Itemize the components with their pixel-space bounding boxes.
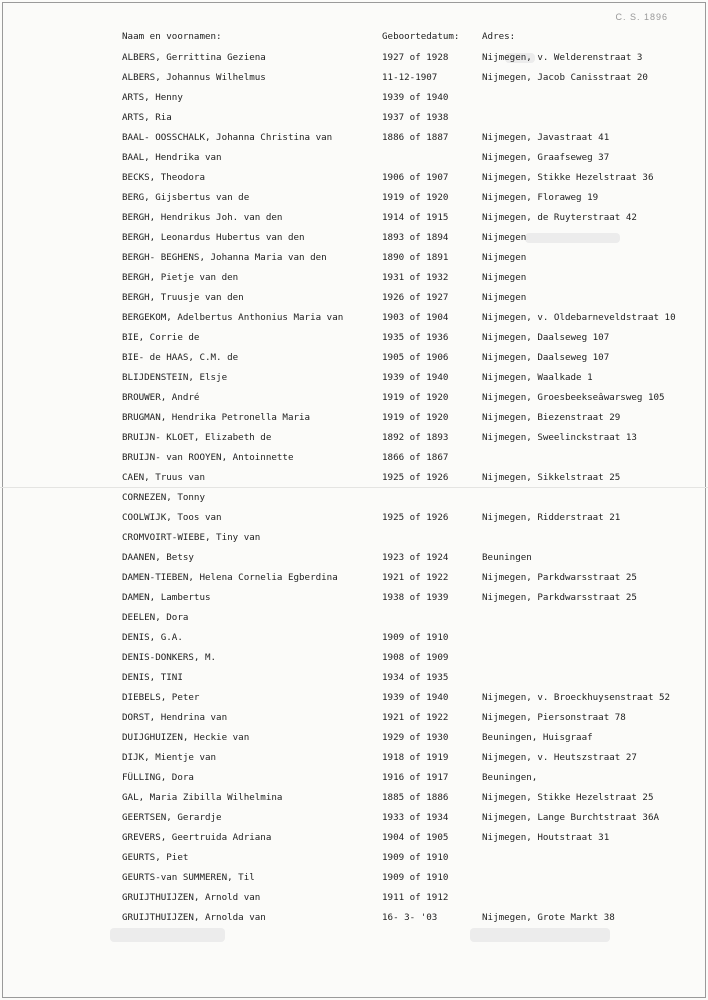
person-name: GEURTS, Piet [122,851,189,863]
redaction-mark [110,928,225,942]
person-name: BRUIJN- KLOET, Elizabeth de [122,431,272,443]
person-row [122,627,682,647]
person-name: DENIS, G.A. [122,631,183,643]
person-name: BRUIJN- van ROOYEN, Antoinnette [122,451,294,463]
column-header-row [122,25,682,47]
person-row [122,447,682,467]
birth-date: 1916 of 1917 [382,771,449,783]
reference-mark: C. S. 1896 [615,12,668,22]
birth-date: 1886 of 1887 [382,131,449,143]
address: Beuningen, Huisgraaf [482,731,593,743]
address: Nijmegen, Stikke Hezelstraat 36 [482,171,654,183]
person-row [122,247,682,267]
address: Nijmegen, Groesbeekseâwarsweg 105 [482,391,665,403]
person-row [122,487,682,507]
person-row [122,547,682,567]
person-name: GREVERS, Geertruida Adriana [122,831,272,843]
address: Nijmegen, Grote Markt 38 [482,911,615,923]
person-row [122,407,682,427]
header-address: Adres: [482,30,516,42]
person-row [122,187,682,207]
header-date: Geboortedatum: [382,30,460,42]
person-name: GAL, Maria Zibilla Wilhelmina [122,791,283,803]
person-row [122,907,682,927]
person-name: BERGEKOM, Adelbertus Anthonius Maria van [122,311,344,323]
person-row [122,307,682,327]
birth-date: 1903 of 1904 [382,311,449,323]
birth-date: 1925 of 1926 [382,471,449,483]
person-name: DEELEN, Dora [122,611,189,623]
person-name: BLIJDENSTEIN, Elsje [122,371,228,383]
person-row [122,767,682,787]
person-row [122,827,682,847]
address: Beuningen [482,551,532,563]
address: Nijmegen, v. Broeckhuysenstraat 52 [482,691,671,703]
person-row [122,147,682,167]
address: Nijmegen, Javastraat 41 [482,131,610,143]
person-name: FÜLLING, Dora [122,771,194,783]
birth-date: 1906 of 1907 [382,171,449,183]
address: Nijmegen, v. Oldebarneveldstraat 10 [482,311,676,323]
birth-date: 1919 of 1920 [382,191,449,203]
person-name: BERGH- BEGHENS, Johanna Maria van den [122,251,327,263]
address: Nijmegen, Houtstraat 31 [482,831,610,843]
person-name: ALBERS, Johannus Wilhelmus [122,71,266,83]
address: Nijmegen [482,251,527,263]
birth-date: 1934 of 1935 [382,671,449,683]
birth-date: 1923 of 1924 [382,551,449,563]
person-name: COOLWIJK, Toos van [122,511,222,523]
birth-date: 1931 of 1932 [382,271,449,283]
person-name: ARTS, Ria [122,111,172,123]
birth-date: 1909 of 1910 [382,871,449,883]
person-row [122,687,682,707]
birth-date: 1866 of 1867 [382,451,449,463]
address: Nijmegen, v. Welderenstraat 3 [482,51,643,63]
person-name: BROUWER, André [122,391,200,403]
birth-date: 1911 of 1912 [382,891,449,903]
address: Nijmegen, Parkdwarsstraat 25 [482,571,637,583]
person-row [122,427,682,447]
birth-date: 1919 of 1920 [382,391,449,403]
person-row [122,707,682,727]
address: Nijmegen, Sikkelstraat 25 [482,471,621,483]
person-name: CORNEZEN, Tonny [122,491,205,503]
person-row [122,287,682,307]
person-name: DENIS-DONKERS, M. [122,651,217,663]
address: Nijmegen, Waalkade 1 [482,371,593,383]
person-row [122,567,682,587]
address: Nijmegen, Lange Burchtstraat 36A [482,811,660,823]
person-name: DUIJGHUIZEN, Heckie van [122,731,250,743]
birth-date: 1893 of 1894 [382,231,449,243]
person-name: BAAL- OOSSCHALK, Johanna Christina van [122,131,333,143]
header-name: Naam en voornamen: [122,30,222,42]
person-row [122,727,682,747]
address: Nijmegen, Sweelinckstraat 13 [482,431,637,443]
person-name: CAEN, Truus van [122,471,205,483]
person-name: BERGH, Truusje van den [122,291,244,303]
person-name: BAAL, Hendrika van [122,151,222,163]
birth-date: 1919 of 1920 [382,411,449,423]
birth-date: 1925 of 1926 [382,511,449,523]
person-name: ARTS, Henny [122,91,183,103]
person-row [122,807,682,827]
address: Nijmegen [482,291,527,303]
birth-date: 1909 of 1910 [382,631,449,643]
address: Nijmegen, Daalseweg 107 [482,331,610,343]
person-row [122,47,682,67]
person-name: DAMEN-TIEBEN, Helena Cornelia Egberdina [122,571,338,583]
person-row [122,227,682,247]
person-row [122,647,682,667]
address: Nijmegen, Stikke Hezelstraat 25 [482,791,654,803]
address: Nijmegen, Ridderstraat 21 [482,511,621,523]
birth-date: 11-12-1907 [382,71,438,83]
person-row [122,107,682,127]
address: Nijmegen, Floraweg 19 [482,191,599,203]
person-row [122,267,682,287]
address: Nijmegen, Piersonstraat 78 [482,711,626,723]
person-name: DORST, Hendrina van [122,711,228,723]
person-name: BERG, Gijsbertus van de [122,191,250,203]
address: Beuningen, [482,771,538,783]
person-row [122,587,682,607]
person-row [122,207,682,227]
birth-date: 1939 of 1940 [382,91,449,103]
person-row [122,847,682,867]
birth-date: 1918 of 1919 [382,751,449,763]
birth-date: 1933 of 1934 [382,811,449,823]
address: Nijmegen, Graafseweg 37 [482,151,610,163]
birth-date: 1939 of 1940 [382,691,449,703]
birth-date: 1927 of 1928 [382,51,449,63]
person-name: BIE, Corrie de [122,331,200,343]
person-row [122,887,682,907]
person-name: BERGH, Hendrikus Joh. van den [122,211,283,223]
person-name: BECKS, Theodora [122,171,205,183]
person-row [122,667,682,687]
person-list [122,25,682,927]
person-name: BIE- de HAAS, C.M. de [122,351,239,363]
birth-date: 1939 of 1940 [382,371,449,383]
address: Nijmegen, Daalseweg 107 [482,351,610,363]
birth-date: 1937 of 1938 [382,111,449,123]
person-name: GRUIJTHUIJZEN, Arnolda van [122,911,266,923]
address: Nijmegen, Jacob Canisstraat 20 [482,71,648,83]
birth-date: 1908 of 1909 [382,651,449,663]
person-name: DIJK, Mientje van [122,751,217,763]
person-row [122,387,682,407]
birth-date: 16- 3- '03 [382,911,438,923]
address: Nijmegen, de Ruyterstraat 42 [482,211,637,223]
address: Nijmegen, v. Heutszstraat 27 [482,751,637,763]
birth-date: 1892 of 1893 [382,431,449,443]
address: Nijmegen, Parkdwarsstraat 25 [482,591,637,603]
person-name: BERGH, Leonardus Hubertus van den [122,231,305,243]
person-row [122,87,682,107]
person-name: GEERTSEN, Gerardje [122,811,222,823]
birth-date: 1909 of 1910 [382,851,449,863]
person-name: DIEBELS, Peter [122,691,200,703]
person-row [122,367,682,387]
person-name: DENIS, TINI [122,671,183,683]
person-row [122,67,682,87]
person-name: ALBERS, Gerrittina Geziena [122,51,266,63]
birth-date: 1926 of 1927 [382,291,449,303]
birth-date: 1905 of 1906 [382,351,449,363]
redaction-mark [470,928,610,942]
person-row [122,607,682,627]
birth-date: 1921 of 1922 [382,711,449,723]
birth-date: 1921 of 1922 [382,571,449,583]
birth-date: 1938 of 1939 [382,591,449,603]
person-row [122,127,682,147]
address: Nijmegen [482,271,527,283]
person-row [122,347,682,367]
birth-date: 1885 of 1886 [382,791,449,803]
person-row [122,747,682,767]
birth-date: 1904 of 1905 [382,831,449,843]
birth-date: 1929 of 1930 [382,731,449,743]
address: Nijmegen, Biezenstraat 29 [482,411,621,423]
person-name: BRUGMAN, Hendrika Petronella Maria [122,411,311,423]
person-name: BERGH, Pietje van den [122,271,239,283]
person-name: CROMVOIRT-WIEBE, Tiny van [122,531,261,543]
address: Nijmegen [482,231,527,243]
person-name: GEURTS-van SUMMEREN, Til [122,871,255,883]
birth-date: 1935 of 1936 [382,331,449,343]
person-name: DAANEN, Betsy [122,551,194,563]
person-row [122,167,682,187]
birth-date: 1914 of 1915 [382,211,449,223]
person-row [122,327,682,347]
person-name: GRUIJTHUIJZEN, Arnold van [122,891,261,903]
person-name: DAMEN, Lambertus [122,591,211,603]
person-row [122,507,682,527]
person-row [122,787,682,807]
birth-date: 1890 of 1891 [382,251,449,263]
person-row [122,867,682,887]
person-row [122,467,682,487]
person-row [122,527,682,547]
